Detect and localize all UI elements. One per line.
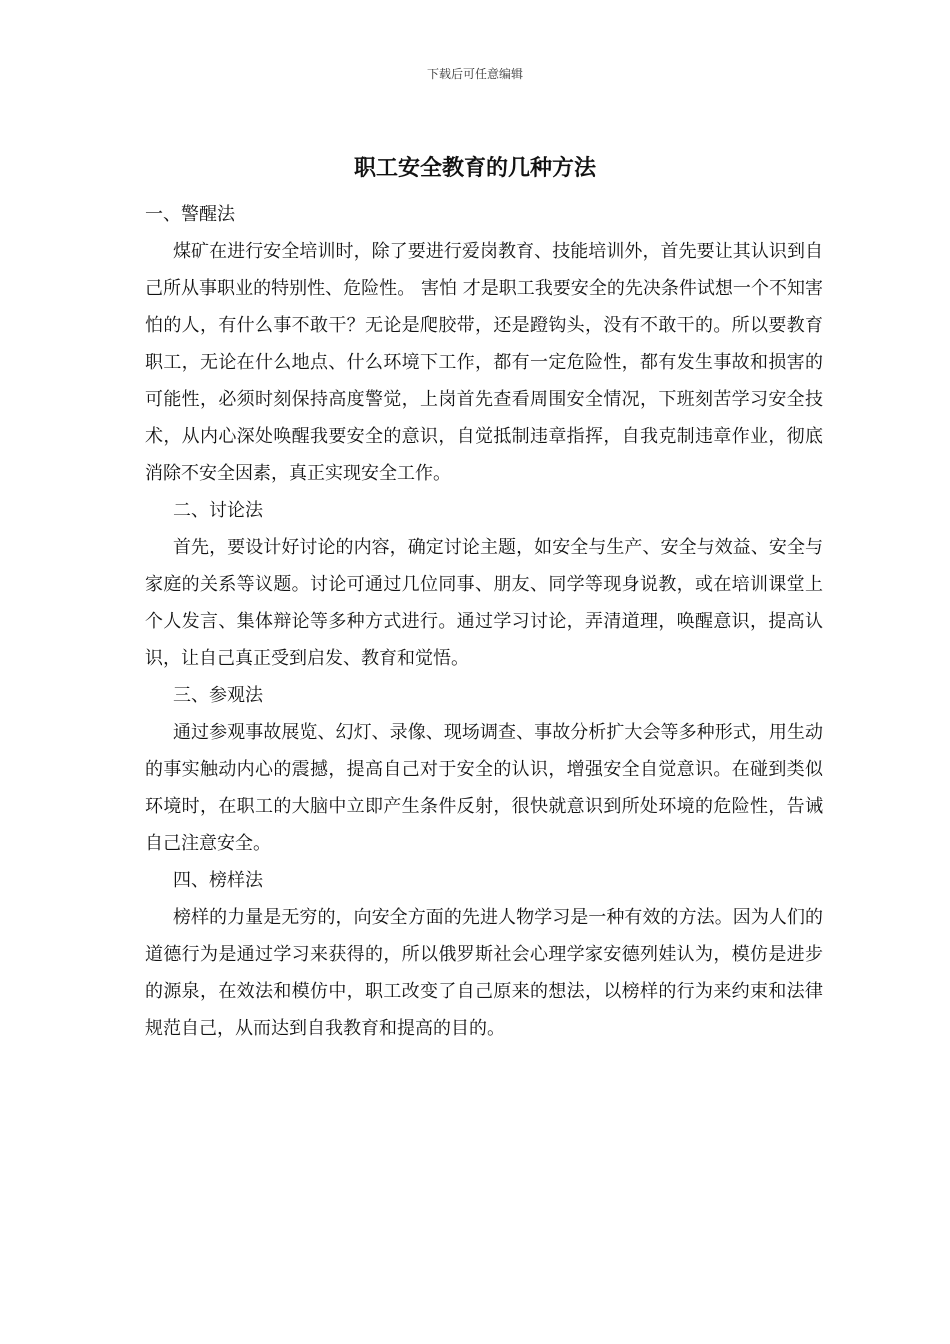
section-paragraph-3: 通过参观事故展览、幻灯、录像、现场调查、事故分析扩大会等多种形式，用生动的事实触动内心的震撼，提高自己对于安全的认识，增强安全自觉意识。在碰到类似环境时，在职工的大脑中立即产生条件反射，很快就意识到所处环境的危险性，告诫自己注意安全。	[145, 722, 823, 854]
section-heading-2: 二、讨论法	[173, 500, 263, 521]
section-heading-4: 四、榜样法	[173, 870, 263, 891]
section-heading-1: 一、警醒法	[145, 204, 235, 225]
header-note: 下载后可任意编辑	[426, 67, 523, 81]
document-body	[145, 196, 823, 1047]
section-paragraph-1: 煤矿在进行安全培训时，除了要进行爱岗教育、技能培训外，首先要让其认识到自己所从事职业的特别性、危险性。 害怕 才是职工我要安全的先决条件试想一个不知害怕的人，有什么事不敢干？无论是爬胶带，还是蹬钩头，没有不敢干的。所以要教育职工，无论在什么地点、什么环境下工作，都有一定危险性，都有发生事故和损害的可能性，必须时刻保持高度警觉，上岗首先查看周围安全情况，下班刻苦学习安全技术，从内心深处唤醒我要安全的意识，自觉抵制违章指挥，自我克制违章作业，彻底消除不安全因素，真正实现安全工作。	[145, 241, 823, 484]
section-heading-3: 三、参观法	[173, 685, 263, 706]
section-paragraph-4: 榜样的力量是无穷的，向安全方面的先进人物学习是一种有效的方法。因为人们的道德行为是通过学习来获得的，所以俄罗斯社会心理学家安德列娃认为，模仿是进步的源泉，在效法和模仿中，职工改变了自己原来的想法，以榜样的行为来约束和法律规范自己，从而达到自我教育和提高的目的。	[145, 907, 823, 1039]
section-paragraph-2: 首先，要设计好讨论的内容，确定讨论主题，如安全与生产、安全与效益、安全与家庭的关系等议题。讨论可通过几位同事、朋友、同学等现身说教，或在培训课堂上个人发言、集体辩论等多种方式进行。通过学习讨论，弄清道理，唤醒意识，提高认识，让自己真正受到启发、教育和觉悟。	[145, 537, 823, 669]
document-title: 职工安全教育的几种方法	[353, 155, 596, 181]
